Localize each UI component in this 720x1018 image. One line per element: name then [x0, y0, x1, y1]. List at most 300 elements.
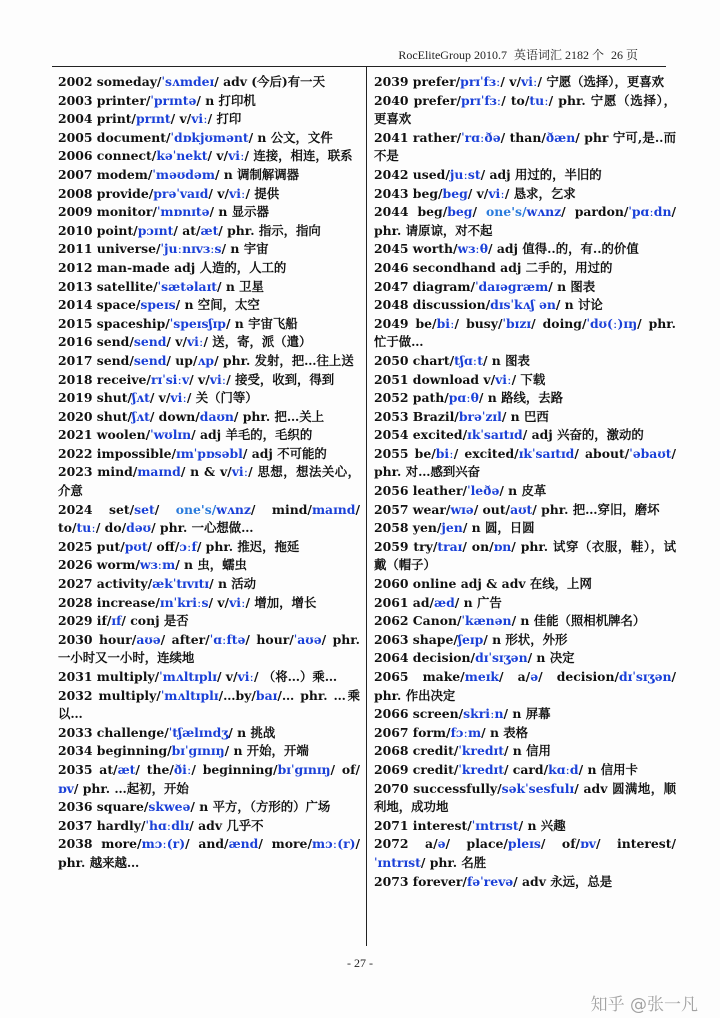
vocab-entry	[374, 352, 676, 371]
entry-text: / 思想，想法关心，介意	[58, 464, 361, 499]
entry-text: / n 挑战	[228, 724, 276, 740]
phonetic: tuː	[76, 520, 96, 536]
phonetic: mɔː(r)	[141, 836, 186, 852]
phonetic: speɪs	[140, 297, 176, 313]
phonetic: ækˈtɪvɪtɪ	[152, 576, 210, 592]
entry-text: 2026 worm/	[58, 557, 140, 573]
phonetic: viː	[228, 148, 245, 164]
entry-text: 2040 prefer/	[374, 92, 461, 108]
entry-text: / （将…）乘…	[254, 669, 338, 684]
phonetic: ˈmɒnɪtə	[156, 204, 210, 220]
phonetic: mɔː(r)	[311, 836, 356, 852]
entry-text: 2036 square/	[58, 799, 149, 815]
entry-text: 2014 space/	[58, 297, 141, 313]
entry-text: 2015 spaceship/	[58, 315, 170, 331]
entry-text: / n 虫，蠕虫	[175, 557, 247, 573]
entry-text: / n 广告	[454, 594, 502, 610]
entry-text: / doing/	[531, 315, 587, 331]
entry-text: / to/	[58, 501, 360, 536]
entry-text: 2023 mind/	[58, 464, 138, 480]
entry-text: 2067 form/	[374, 724, 451, 740]
vocab-entry	[374, 538, 676, 575]
phonetic: dɪsˈkʌʃ ən	[490, 297, 556, 313]
entry-text: 2005 document/	[58, 129, 171, 145]
phonetic: send	[133, 352, 167, 368]
vocab-entry	[58, 278, 360, 297]
entry-text: 2035 at/	[58, 761, 118, 777]
header-rule	[52, 66, 666, 67]
phonetic: traɪ	[437, 538, 463, 554]
entry-text: / at/	[173, 222, 201, 238]
phonetic: ɒv	[580, 836, 596, 852]
phonetic: maɪnd	[311, 501, 356, 517]
entry-text: / n 空间，太空	[175, 297, 260, 313]
entry-text: / phr. 对…感到兴奋	[374, 445, 676, 480]
phonetic: ə	[530, 669, 539, 684]
phonetic: biː	[436, 315, 455, 331]
entry-text: / 提供	[245, 185, 280, 201]
phonetic: æt	[200, 222, 219, 238]
phonetic: viː	[209, 371, 227, 387]
entry-text: / adj 兴奋的，激动的	[522, 427, 644, 443]
entry-text: / v/	[208, 185, 229, 201]
entry-text: 2072 a/	[374, 836, 438, 852]
watermark: 知乎 @张一凡	[590, 995, 698, 1015]
vocab-entry	[58, 687, 360, 724]
entry-text: 2042 used/	[374, 166, 450, 182]
entry-text: 2069 credit/	[374, 761, 459, 777]
phonetic: brəˈzɪl	[458, 408, 502, 424]
entry-text: / n 讨论	[555, 297, 603, 313]
entry-text: / v/	[149, 390, 171, 406]
phonetic: ˈpɑːdn	[628, 204, 672, 220]
entry-text: / phr. 作出决定	[374, 669, 676, 703]
page-number: - 27 -	[347, 956, 373, 970]
vocab-entry	[374, 73, 676, 92]
phonetic: daʊn	[199, 408, 234, 424]
phonetic: ˈrɑːðə	[461, 129, 501, 145]
entry-text: / v/	[500, 74, 521, 89]
vocab-entry	[374, 575, 676, 594]
phonetic: fəˈrevə	[466, 873, 514, 889]
entry-text: / off/	[147, 538, 180, 554]
entry-text: / 增加，增长	[245, 594, 317, 610]
entry-text: / excited/	[453, 445, 519, 461]
phonetic: pleɪs	[507, 836, 541, 852]
entry-text: 2004 print/	[58, 111, 136, 127]
vocab-entry	[374, 389, 676, 408]
right-column	[374, 73, 676, 891]
entry-text: / about/	[574, 445, 630, 461]
entry-text: / adj 用过的，半旧的	[480, 166, 602, 182]
entry-text: 2012 man-made adj 人造的，人工的	[58, 259, 287, 275]
phonetic: ɪnˈkriːs	[159, 594, 209, 610]
vocab-entry	[58, 92, 360, 111]
entry-text: 2039 prefer/	[374, 74, 461, 89]
vocab-entry	[374, 742, 676, 761]
entry-text: 2070 successfully/	[374, 780, 502, 796]
vocab-entry	[58, 556, 360, 575]
entry-text: 2002 someday/	[58, 74, 162, 89]
phonetic: prəˈvaɪd	[153, 185, 209, 201]
entry-text: 2061 ad/	[374, 594, 435, 610]
phonetic: dɪˈsɪʒən	[475, 650, 528, 666]
phonetic: ɒv	[58, 780, 74, 796]
phonetic: ˈdʊ(ː)ɪŋ	[586, 315, 638, 331]
entry-text: / card/	[503, 761, 549, 777]
phonetic: ɪkˈsaɪtɪd	[467, 427, 523, 443]
phonetic: wɜːθ	[457, 241, 488, 257]
vocab-entry	[58, 724, 360, 743]
entry-text: / n 圆，日圆	[462, 520, 535, 536]
phonetic: æd	[434, 594, 455, 610]
phonetic: ˈdɒkjʊmənt	[170, 129, 249, 145]
phonetic: ˈsætəlaɪt	[157, 278, 217, 294]
entry-text: 2045 worth/	[374, 241, 458, 257]
vocab-entry	[58, 147, 360, 166]
phonetic: rɪˈsiːv	[150, 371, 190, 387]
phonetic: kɑːd	[548, 761, 579, 777]
entry-text: 2009 monitor/	[58, 204, 157, 220]
highlight-word: one's/	[486, 204, 527, 220]
entry-text: / n 巴西	[501, 408, 549, 424]
header-page: 26 页	[610, 48, 638, 62]
entry-text: 2006 connect/	[58, 148, 157, 164]
phonetic: viː	[186, 334, 204, 350]
entry-text: / the/	[135, 761, 174, 777]
phonetic: ænd	[228, 836, 259, 852]
phonetic: bɪˈgɪnɪŋ	[171, 743, 225, 759]
vocab-entry	[58, 240, 360, 259]
phonetic: viː	[495, 371, 512, 387]
phonetic: ˈjuːnɪvɜːs	[160, 241, 222, 257]
entry-text: / phr. 推迟，拖延	[196, 538, 300, 554]
entry-text: 2065 make/	[374, 669, 465, 684]
vocab-entry	[374, 371, 676, 390]
phonetic: prɪnt	[135, 111, 171, 127]
entry-text: 2047 diagram/	[374, 278, 476, 294]
vocab-entry	[58, 166, 360, 185]
vocab-entry	[58, 742, 360, 761]
highlight-word: one's/	[175, 501, 217, 517]
entry-text: / n 佳能（照相机牌名）	[511, 613, 646, 629]
entry-text: 2051 download v/	[374, 371, 496, 387]
vocab-entry	[374, 519, 676, 538]
vocab-entry	[374, 631, 676, 650]
entry-text: 2068 credit/	[374, 743, 459, 759]
phonetic: wɜːm	[139, 557, 176, 573]
vocab-entry	[58, 426, 360, 445]
vocab-entry	[58, 798, 360, 817]
entry-text: / v/	[207, 148, 229, 164]
vocab-entry	[374, 761, 676, 780]
entry-text: / phr. 一小时又一小时，连续地	[58, 631, 361, 666]
entry-text: / n 决定	[527, 650, 575, 666]
entry-text: 2017 send/	[58, 352, 134, 368]
entry-text: / a/	[499, 669, 531, 684]
phonetic: set	[134, 501, 155, 517]
entry-text: 2048 discussion/	[374, 297, 491, 313]
vocab-entry	[374, 259, 676, 278]
phonetic: pɑːθ	[448, 390, 479, 406]
entry-text: 2043 beg/	[374, 185, 443, 201]
phonetic: ɪf	[111, 613, 122, 629]
vocab-entry	[58, 445, 360, 464]
entry-text: 2059 try/	[374, 538, 438, 554]
entry-text: / 连接，相连，联系	[244, 148, 353, 164]
phonetic: ɔːf	[179, 538, 197, 554]
phonetic: beg	[447, 204, 473, 220]
phonetic: skriːn	[463, 706, 504, 722]
vocab-entry	[374, 315, 676, 352]
entry-text: / conj 是否	[121, 613, 189, 629]
vocab-entry	[58, 594, 360, 613]
phonetic: ɪkˈsaɪtɪd	[518, 445, 575, 461]
phonetic: wɪə	[450, 501, 474, 517]
phonetic: viː	[521, 74, 538, 89]
entry-text: / more/	[258, 836, 312, 852]
phonetic: ˈtʃælɪndʒ	[168, 724, 229, 740]
entry-text: / adv 圆满地，顺利地，成功地	[374, 780, 676, 815]
entry-text: 2024 set/	[58, 501, 135, 517]
entry-text: 2073 forever/	[374, 873, 467, 889]
phonetic: skweə	[148, 799, 191, 815]
entry-text: / phr. 越来越…	[58, 836, 360, 870]
phonetic: ˈkredɪt	[458, 761, 504, 777]
phonetic: ɪmˈpɒsəbl	[175, 445, 243, 461]
entry-text: / do/	[95, 520, 127, 536]
phonetic: ʃʌt	[132, 390, 150, 406]
entry-text: / n 信用卡	[578, 761, 638, 777]
phonetic: maɪnd	[137, 464, 181, 480]
phonetic: fɔːm	[450, 724, 482, 740]
entry-text: / adv (今后)有一天	[214, 74, 325, 89]
phonetic: ˈspeɪsʃɪp	[169, 315, 226, 331]
entry-text: / phr. 发射，把…往上送	[214, 352, 354, 368]
entry-text: / hour/	[245, 631, 294, 647]
vocab-entry	[58, 538, 360, 557]
entry-text: / 恳求，乞求	[504, 185, 576, 201]
entry-text: / phr. 一心想做…	[151, 520, 254, 536]
vocab-entry	[374, 501, 676, 520]
entry-text: 2031 multiply/	[58, 669, 160, 684]
vocab-entry	[374, 835, 676, 872]
entry-text: / and/	[185, 836, 229, 852]
entry-text: / phr. 把…关上	[233, 408, 325, 424]
entry-text: 2063 shape/	[374, 631, 458, 647]
phonetic: səkˈsesfulɪ	[501, 780, 575, 796]
entry-text: / adj 羊毛的，毛织的	[191, 427, 313, 443]
vocab-entry	[58, 408, 360, 427]
phonetic: ʌp	[197, 352, 215, 368]
entry-text: 2032 multiply/	[58, 687, 161, 703]
phonetic: viː	[191, 111, 208, 127]
vocab-entry	[58, 817, 360, 836]
entry-text: / adv 永远，总是	[513, 873, 613, 889]
phonetic: viː	[170, 390, 187, 406]
header-group: RocEliteGroup 2010.7	[398, 48, 507, 62]
vocab-entry	[374, 817, 676, 836]
vocab-entry	[58, 185, 360, 204]
entry-text: / of/	[540, 836, 581, 852]
entry-text: / v/	[216, 669, 238, 684]
entry-text: / phr. 宁愿（选择），更喜欢	[374, 92, 676, 127]
phonetic: baɪ	[255, 687, 278, 703]
entry-text: / phr. …起初，开始	[73, 780, 189, 796]
phonetic: biː	[435, 445, 454, 461]
left-column	[58, 73, 360, 873]
phonetic: aʊə	[136, 631, 161, 647]
vocab-entry	[374, 129, 676, 166]
phonetic: ˈɪntrɪst	[471, 817, 519, 833]
entry-text: / beginning/	[191, 761, 278, 777]
entry-text: / phr. 试穿（衣服，鞋），试戴（帽子）	[374, 538, 676, 573]
entry-text: /… phr. …乘以…	[58, 687, 360, 722]
vocab-entry	[374, 612, 676, 631]
vocab-entry	[58, 389, 360, 408]
vocab-entry	[374, 668, 676, 705]
vocab-entry	[374, 166, 676, 185]
vocab-entry	[58, 668, 360, 687]
entry-text: 2060 online adj & adv 在线，上网	[374, 576, 592, 592]
vocab-entry	[58, 575, 360, 594]
vocab-entry	[58, 203, 360, 222]
entry-text: / adj 值得..的，有..的价值	[488, 241, 639, 257]
phonetic: ˈhɑːdlɪ	[145, 817, 190, 833]
entry-text: 2003 printer/	[58, 92, 151, 108]
column-divider	[366, 66, 367, 946]
phonetic: beg	[442, 185, 468, 201]
entry-text: / n 宇宙飞船	[225, 315, 298, 331]
entry-text: 2038 more/	[58, 836, 142, 852]
vocab-entry	[58, 761, 360, 798]
entry-text: / to/	[501, 92, 530, 108]
entry-text: 2022 impossible/	[58, 445, 176, 461]
entry-text: / v/	[208, 594, 230, 610]
phonetic: tʃɑːt	[454, 352, 483, 368]
phonetic: pɔɪnt	[137, 222, 174, 238]
vocab-entry	[58, 352, 360, 371]
entry-text: / n 信用	[503, 743, 551, 759]
entry-text: / n 调制解调器	[214, 166, 300, 182]
phonetic: ˈməʊdəm	[152, 166, 215, 182]
entry-text: / v/	[467, 185, 489, 201]
entry-text: / up/	[166, 352, 198, 368]
entry-text: / out/	[473, 501, 511, 517]
phonetic: viː	[231, 464, 249, 480]
header-subject: 英语词汇 2182 个	[513, 48, 604, 62]
entry-text: / busy/	[454, 315, 503, 331]
entry-text: / phr. 请原谅，对不起	[374, 204, 676, 238]
entry-text: 2062 Canon/	[374, 613, 462, 629]
entry-text: 2008 provide/	[58, 185, 154, 201]
vocab-entry	[58, 371, 360, 390]
phonetic: ˈkænən	[461, 613, 512, 629]
entry-text: / n 开始，开端	[224, 743, 309, 759]
entry-text: 2064 decision/	[374, 650, 476, 666]
entry-text: / n 公文，文件	[248, 129, 333, 145]
entry-text: / of/	[330, 761, 360, 777]
entry-text: 2030 hour/	[58, 631, 137, 647]
phonetic: ðæn	[545, 129, 576, 145]
entry-text: / n 打印机	[196, 92, 256, 108]
entry-text: / 关（门等）	[186, 390, 258, 406]
entry-text: 2049 be/	[374, 315, 437, 331]
entry-text: 2027 activity/	[58, 576, 153, 592]
entry-text: / n 显示器	[209, 204, 269, 220]
phonetic: ˈsʌmdeɪ	[161, 74, 215, 89]
vocab-entry	[58, 315, 360, 334]
phonetic: viː	[237, 669, 254, 684]
entry-text: / 送，寄，派（遣）	[203, 334, 312, 350]
entry-text: / pardon/	[561, 204, 629, 220]
phonetic: ʃʌt	[132, 408, 150, 424]
entry-text: / 宁愿（选择），更喜欢	[537, 74, 665, 89]
phonetic: ˈprɪntə	[150, 92, 197, 108]
entry-text: /…by/	[218, 687, 256, 703]
vocab-entry	[58, 222, 360, 241]
phonetic: bɪˈgɪnɪŋ	[277, 761, 331, 777]
phonetic: ˈkredɪt	[458, 743, 504, 759]
entry-text: 2054 excited/	[374, 427, 468, 443]
entry-text: 2028 increase/	[58, 594, 160, 610]
phonetic: prɪˈfɜː	[460, 74, 501, 89]
vocab-entry	[58, 129, 360, 148]
vocab-entry	[58, 463, 360, 500]
entry-text: / n 卫星	[217, 278, 264, 294]
vocab-entry	[374, 203, 676, 240]
entry-text: / mind/	[250, 501, 312, 517]
vocab-entry	[374, 240, 676, 259]
entry-text: / phr. 把…穿旧，磨坏	[532, 501, 660, 517]
phonetic: æt	[117, 761, 136, 777]
entry-text: / decision/	[538, 669, 619, 684]
entry-text: 2056 leather/	[374, 483, 468, 499]
phonetic: ˈaʊə	[293, 631, 322, 647]
entry-text: / interest/	[595, 836, 676, 852]
entry-text: 2021 woolen/	[58, 427, 151, 443]
phonetic: ˈɑːftə	[209, 631, 246, 647]
entry-text: / place/	[445, 836, 508, 852]
phonetic: juːst	[449, 166, 481, 182]
entry-text: 2037 hardly/	[58, 817, 146, 833]
phonetic: ˈdaɪəgræm	[475, 278, 549, 294]
entry-text: / 打印	[207, 111, 242, 127]
entry-text: 2033 challenge/	[58, 724, 169, 740]
vocab-entry	[58, 501, 360, 538]
phonetic: prɪˈfɜː	[460, 92, 502, 108]
entry-text: 2057 wear/	[374, 501, 451, 517]
entry-text: / n 屏幕	[503, 706, 551, 722]
vocab-entry	[374, 780, 676, 817]
entry-text: / v/	[189, 371, 210, 387]
entry-text: 2046 secondhand adj 二手的，用过的	[374, 259, 613, 275]
entry-text: 2041 rather/	[374, 129, 462, 145]
entry-text: / n 图表	[482, 352, 530, 368]
entry-text: / n 活动	[209, 576, 257, 592]
phonetic: viː	[229, 185, 246, 201]
entry-text: / 接受，收到，得到	[226, 371, 335, 387]
entry-text: 2053 Brazil/	[374, 408, 459, 424]
entry-text: / phr. 忙于做…	[374, 315, 677, 350]
phonetic: ˈleðə	[467, 483, 500, 499]
entry-text: / v/	[170, 111, 192, 127]
entry-text: 2010 point/	[58, 222, 138, 238]
phonetic: ðiː	[173, 761, 192, 777]
entry-text: 2044 beg/	[374, 204, 448, 220]
vocab-entry	[374, 594, 676, 613]
vocab-entry	[58, 631, 360, 668]
